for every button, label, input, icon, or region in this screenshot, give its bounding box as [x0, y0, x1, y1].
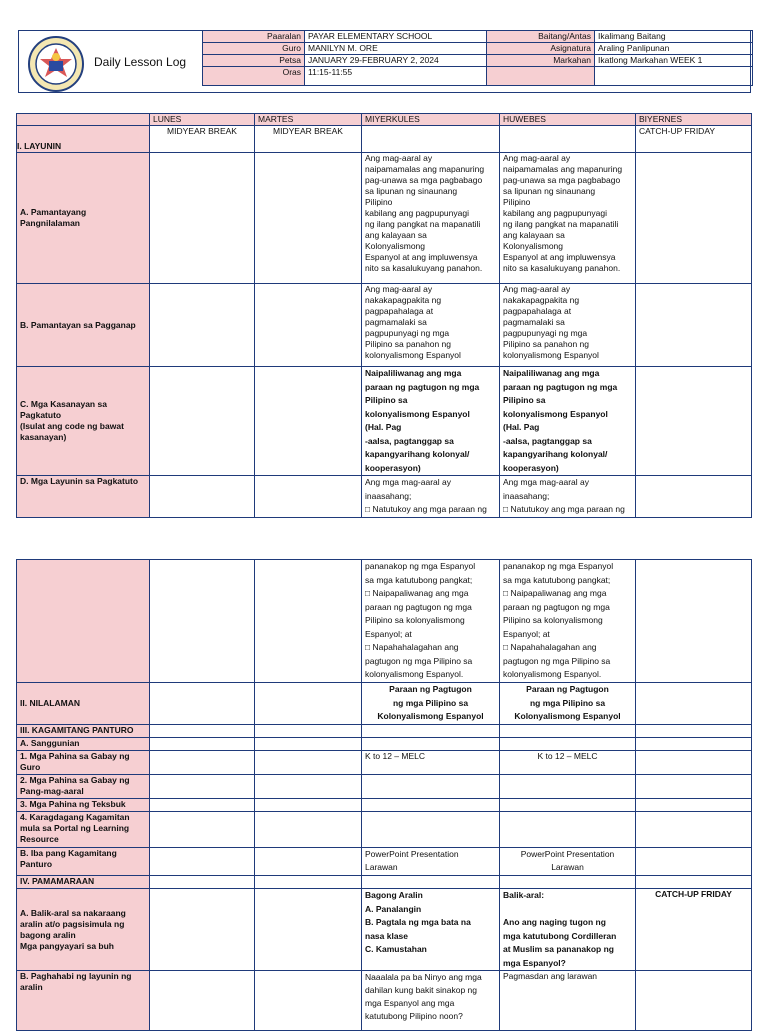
- note-huwebes: [500, 126, 636, 153]
- kasanayan-wed: Naipaliliwanag ang mga paraan ng pagtugon ng mga Pilipino sa kolonyalismong Espanyol (Hal. Pag -aalsa, pagtanggap sa kapangyarihang kolonyal/ kooperasyon): [362, 367, 500, 476]
- section-kagamitang-panturo: III. KAGAMITANG PANTURO: [17, 725, 150, 738]
- label-iba-pang-kagamitan: B. Iba pang Kagamitang Panturo: [17, 848, 150, 876]
- paghahabi-wed: Naaalala pa ba Ninyo ang mga dahilan kung bakit sinakop ng mga Espanyol ang mga katutubong Pilipino noon?: [362, 971, 500, 1031]
- layunin-pagkatuto-wed-part2: pananakop ng mga Espanyol sa mga katutubong pangkat; □ Naipapaliwanag ang mga paraan ng pagtugon ng mga Pilipino sa kolonyalismong Espanyol; at □ Napahahalagahan ang pagtugon ng mga Pilipino sa kolonyalismong Espanyol.: [362, 560, 500, 683]
- section-pamamaraan: IV. PAMAMARAAN: [17, 876, 150, 889]
- cell: [636, 367, 752, 476]
- iba-kagamitan-wed: PowerPoint Presentation Larawan: [362, 848, 500, 876]
- school-label: Paaralan: [203, 31, 305, 43]
- nilalaman-wed: Paraan ng Pagtugon ng mga Pilipino sa Kolonyalismong Espanyol: [362, 683, 500, 725]
- label-gabay-mag-aaral: 2. Mga Pahina sa Gabay ng Pang-mag-aaral: [17, 775, 150, 799]
- day-header-lunes: LUNES: [150, 114, 255, 126]
- label-balik-aral: A. Balik-aral sa nakaraang aralin at/o pagsisimula ng bagong aralin Mga pangyayari sa buh: [17, 889, 150, 971]
- nilalaman-thu: Paraan ng Pagtugon ng mga Pilipino sa Kolonyalismong Espanyol: [500, 683, 636, 725]
- header-info-table: [202, 30, 753, 86]
- cell: [255, 153, 362, 284]
- layunin-pagkatuto-thu-part2: pananakop ng mga Espanyol sa mga katutubong pangkat; □ Naipapaliwanag ang mga paraan ng pagtugon ng mga Pilipino sa kolonyalismong Espanyol; at □ Napahahalagahan ang pagtugon ng mga Pilipino sa kolonyalismong Espanyol.: [500, 560, 636, 683]
- cell: [150, 476, 255, 518]
- label-gabay-ng-guro: 1. Mga Pahina sa Gabay ng Guro: [17, 751, 150, 775]
- lesson-table-page-1: [16, 113, 752, 518]
- balik-aral-fri: CATCH-UP FRIDAY: [636, 889, 752, 971]
- deped-seal-logo: [25, 35, 87, 93]
- cell: [636, 153, 752, 284]
- label-layunin-sa-pagkatuto: D. Mga Layunin sa Pagkatuto: [17, 476, 150, 518]
- iba-kagamitan-thu: PowerPoint Presentation Larawan: [500, 848, 636, 876]
- pamantayang-pangnilalaman-wed: Ang mag-aaral ay naipamamalas ang mapanuring pag-unawa sa mga pagbabago sa lipunan ng sinaunang Pilipino kabilang ang pagpupunyagi ng ilang pangkat na mapanatili ang kalayaan sa Kolonyalismong Espanyol at ang impluwensya nito sa kasalukuyang panahon.: [362, 153, 500, 284]
- grade-value: Ikalimang Baitang: [595, 31, 753, 43]
- day-header-huwebes: HUWEBES: [500, 114, 636, 126]
- day-header-martes: MARTES: [255, 114, 362, 126]
- paghahabi-thu: Pagmasdan ang larawan: [500, 971, 636, 1031]
- cell: [636, 683, 752, 725]
- teacher-label: Guro: [203, 43, 305, 55]
- subject-label: Asignatura: [487, 43, 595, 55]
- cell: [150, 367, 255, 476]
- day-header-biyernes: BIYERNES: [636, 114, 752, 126]
- quarter-label: Markahan: [487, 55, 595, 67]
- cell: [255, 476, 362, 518]
- corner-cell: [17, 114, 150, 126]
- layunin-pagkatuto-thu-part1: Ang mga mag-aaral ay inaasahang; □ Natutukoy ang mga paraan ng: [500, 476, 636, 518]
- label-pamantayang-pangnilalaman: A. Pamantayang Pangnilalaman: [17, 153, 150, 284]
- gabay-guro-thu: K to 12 – MELC: [500, 751, 636, 775]
- gabay-guro-wed: K to 12 – MELC: [362, 751, 500, 775]
- cell: [255, 284, 362, 367]
- label-karagdagang-kagamitan: 4. Karagdagang Kagamitan mula sa Portal ng Learning Resource: [17, 812, 150, 848]
- cell: [255, 367, 362, 476]
- cell: [636, 284, 752, 367]
- cell: [150, 284, 255, 367]
- balik-aral-wed: Bagong Aralin A. Panalangin B. Pagtala ng mga bata na nasa klase C. Kamustahan: [362, 889, 500, 971]
- layunin-pagkatuto-wed-part1: Ang mga mag-aaral ay inaasahang; □ Natutukoy ang mga paraan ng: [362, 476, 500, 518]
- empty-cell: [595, 67, 753, 86]
- label-sanggunian: A. Sanggunian: [17, 738, 150, 751]
- quarter-value: Ikatlong Markahan WEEK 1: [595, 55, 753, 67]
- cell: [255, 560, 362, 683]
- teacher-value: MANILYN M. ORE: [305, 43, 487, 55]
- cell: [150, 560, 255, 683]
- cell: [255, 683, 362, 725]
- section-nilalaman: II. NILALAMAN: [17, 683, 150, 725]
- cell: [150, 153, 255, 284]
- date-label: Petsa: [203, 55, 305, 67]
- time-value: 11:15-11:55: [305, 67, 487, 86]
- day-header-miyerkules: MIYERKULES: [362, 114, 500, 126]
- page-title: Daily Lesson Log: [94, 55, 187, 69]
- label-teksbuk: 3. Mga Pahina ng Teksbuk: [17, 799, 150, 812]
- time-label: Oras: [203, 67, 305, 86]
- kasanayan-thu: Naipaliliwanag ang mga paraan ng pagtugon ng mga Pilipino sa kolonyalismong Espanyol (Hal. Pag -aalsa, pagtanggap sa kapangyarihang kolonyal/ kooperasyon): [500, 367, 636, 476]
- note-lunes: MIDYEAR BREAK: [150, 126, 255, 153]
- empty-cell: [487, 67, 595, 86]
- note-martes: MIDYEAR BREAK: [255, 126, 362, 153]
- label-pamantayan-sa-pagganap: B. Pamantayan sa Pagganap: [17, 284, 150, 367]
- label-continued: [17, 560, 150, 683]
- date-value: JANUARY 29-FEBRUARY 2, 2024: [305, 55, 487, 67]
- pamantayang-pangnilalaman-thu: Ang mag-aaral ay naipamamalas ang mapanuring pag-unawa sa mga pagbabago sa lipunan ng sinaunang Pilipino kabilang ang pagpupunyagi ng ilang pangkat na mapanatili ang kalayaan sa Kolonyalismong Espanyol at ang impluwensya nito sa kasalukuyang panahon.: [500, 153, 636, 284]
- label-kasanayan-sa-pagkatuto: C. Mga Kasanayan sa Pagkatuto (Isulat ang code ng bawat kasanayan): [17, 367, 150, 476]
- note-biyernes: CATCH-UP FRIDAY: [636, 126, 752, 153]
- label-paghahabi: B. Paghahabi ng layunin ng aralin: [17, 971, 150, 1031]
- school-value: PAYAR ELEMENTARY SCHOOL: [305, 31, 487, 43]
- lesson-table-page-2: [16, 559, 752, 1031]
- pamantayan-sa-pagganap-thu: Ang mag-aaral ay nakakapagpakita ng pagpapahalaga at pagmamalaki sa pagpupunyagi ng mga Pilipino sa panahon ng kolonyalismong Espanyol: [500, 284, 636, 367]
- subject-value: Araling Panlipunan: [595, 43, 753, 55]
- cell: [150, 683, 255, 725]
- grade-label: Baitang/Antas: [487, 31, 595, 43]
- note-miyerkules: [362, 126, 500, 153]
- balik-aral-thu: Balik-aral: Ano ang naging tugon ng mga katutubong Cordilleran at Muslim sa pananakop ng mga Espanyol?: [500, 889, 636, 971]
- cell: [636, 476, 752, 518]
- cell: [636, 560, 752, 683]
- pamantayan-sa-pagganap-wed: Ang mag-aaral ay nakakapagpakita ng pagpapahalaga at pagmamalaki sa pagpupunyagi ng mga Pilipino sa panahon ng kolonyalismong Espanyol: [362, 284, 500, 367]
- section-layunin: I. LAYUNIN: [17, 126, 150, 153]
